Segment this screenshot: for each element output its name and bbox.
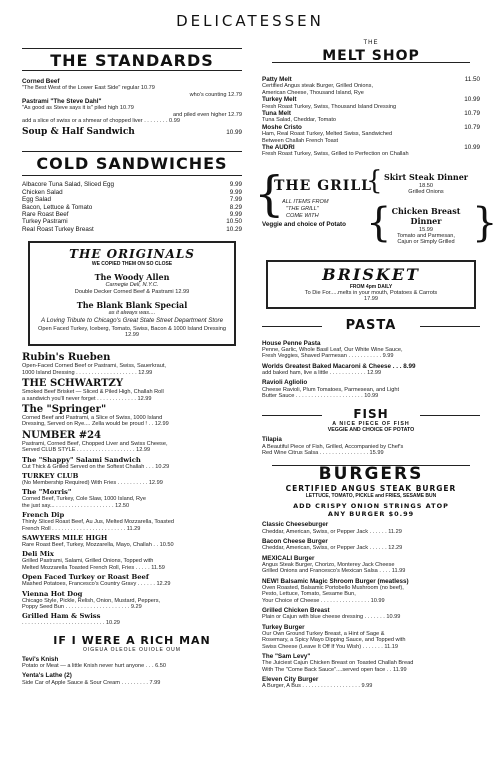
item-price: 10.79	[464, 110, 480, 118]
burger-line: Our Own Ground Turkey Breast, a Hint of Sage &	[262, 630, 385, 637]
burger-name: Turkey Burger	[262, 623, 305, 631]
burger-line: With The "Come Back Sauce"....served open face . . 11.99	[262, 666, 407, 673]
page-title: DELICATESSEN	[176, 12, 324, 30]
cold-row	[22, 226, 242, 233]
burger-line: The Juiciest Cajun Chicken Breast on Toasted Challah Bread	[262, 660, 414, 667]
special-line: the just say... . . . . . . . . . . . . . . . . . . . 12.50	[22, 502, 130, 509]
rule	[22, 175, 242, 176]
burgers-sub1: CERTIFIED ANGUS STEAK BURGER	[285, 484, 457, 494]
burger-line: Rosemary, a Spicy Mayo Dipping Sauce, and Topped with	[262, 637, 406, 644]
brace-open: {	[254, 165, 285, 222]
special-line: Served CLUB STYLE . . . . . . . . . . . . . . . . . . . 12.99	[22, 447, 151, 454]
pasta-heading: PASTA	[345, 317, 397, 333]
melt-row	[262, 124, 480, 131]
item-price: 10.29	[226, 225, 242, 233]
special-line: Thinly Sliced Roast Beef, Au Jus, Melted Mozzarella, Toasted	[22, 519, 174, 526]
item-price: 8.29	[229, 203, 242, 211]
fish-line: Red Wine Citrus Salsa . . . . . . . . . . . . . . . . 15.99	[262, 449, 384, 456]
special-name: Rubin's Rueben	[22, 352, 111, 364]
item-price: 7.99	[229, 196, 242, 204]
fish-header	[262, 407, 480, 433]
melt-heading: MELT SHOP	[322, 48, 420, 64]
pasta-name: Ravioli Agliolio	[262, 379, 308, 387]
special-line: Poppy Seed Bun . . . . . . . . . . . . . . . . . . . . . 9.29	[22, 604, 142, 611]
burger-name: Bacon Cheese Burger	[262, 537, 328, 545]
blank-name: The Blank Blank Special	[76, 300, 188, 311]
grill-l2: "THE GRILL"	[286, 205, 319, 212]
rule	[272, 62, 470, 63]
brace-chick: {	[366, 199, 392, 246]
special-line: a sandwich you'll never forget . . . . . . . . . . . . . 12.99	[22, 395, 152, 402]
rich-sub: OIGEUA OLEOLE OUIOLE OUM	[83, 646, 181, 653]
pasta-line: Fresh Veggies, Shaved Parmesan . . . . . . . . . . . 9.99	[262, 353, 394, 360]
item-sub: who's counting 12.79	[189, 91, 242, 98]
item-name: Albacore Tuna Salad, Sliced Egg	[22, 181, 115, 189]
fish-heading: FISH	[353, 407, 389, 422]
right-column	[254, 40, 498, 690]
special-line: Rare Roast Beef, Turkey, Mozzarella, Mayo, Challah . . 10.50	[22, 542, 174, 548]
cold-row	[22, 218, 242, 225]
fish-name: Tilapia	[262, 436, 282, 444]
melt-row	[262, 144, 480, 151]
burgers-sub2: LETTUCE, TOMATO, PICKLE and FRIES, SESAME BUN	[305, 493, 437, 500]
cold-row	[22, 204, 242, 211]
rule	[262, 415, 322, 416]
item-price: 10.99	[464, 96, 480, 104]
item-line: Fresh Roast Turkey, Swiss, Thousand Island Dressing	[262, 103, 397, 110]
woody-sub: Carnegie Deli, N.Y.C.	[105, 282, 159, 289]
item-name: Pastrami "The Steve Dahl"	[22, 98, 102, 106]
special-line: Corned Beef and Pastrami, a Slice of Swiss, 1000 Island	[22, 414, 163, 421]
burger-line: Swiss Cheese (Leave It Off If You Wish) . . . . . . . 11.19	[262, 643, 398, 650]
chick-desc1: Tomato and Parmesan,	[397, 232, 455, 239]
item-price: 10.79	[464, 123, 480, 131]
item-line: Certified Angus steak Burger, Grilled Onions,	[262, 83, 373, 90]
special-line: Mashed Potatoes, Francesco's Country Gravy . . . . . . 12.29	[22, 581, 171, 588]
burger-name: Eleven City Burger	[262, 676, 319, 684]
item-sub: and piled even higher 12.79	[172, 111, 242, 118]
item-name: Bacon, Lettuce & Tomato	[22, 203, 93, 211]
rule	[420, 415, 480, 416]
special-line: Melted Mozzarella Toasted French Roll, Fries . . . . . 11.59	[22, 564, 165, 571]
burger-line: Plain or Cajun with blue cheese dressing . . . . . . . 10.99	[262, 614, 401, 621]
item-price: 9.99	[229, 211, 242, 219]
special-name: THE SCHWARTZY	[22, 378, 123, 390]
burger-line: Grilled Onions and Francesco's Mexican Salsa . . . . 11.99	[262, 568, 406, 575]
burger-line: Oven Roasted, Balsamic Portobello Mushroom (no beef),	[262, 584, 404, 591]
brisket-heading: BRISKET	[322, 264, 420, 284]
item-price: 10.50	[226, 218, 242, 226]
soup-name: Soup & Half Sandwich	[22, 127, 135, 138]
special-line: Grilled Pastrami, Salami, Grilled Onions, Topped with	[22, 558, 154, 565]
chick-desc2: Cajun or Simply Grilled	[397, 238, 455, 245]
brisket-sub: FROM 4pm DAILY	[349, 283, 393, 290]
grill-l4: Veggie and choice of Potato	[262, 220, 346, 228]
chick-name2: Dinner	[410, 215, 442, 226]
standards-items	[22, 78, 242, 124]
woody-name: The Woody Allen	[94, 272, 170, 283]
item-price: 9.99	[229, 181, 242, 189]
special-name: NUMBER #24	[22, 429, 102, 441]
blank-desc: Open Faced Turkey, Iceberg, Tomato, Swiss, Bacon & 1000 Island Dressing 12.99	[38, 325, 226, 338]
fish-sub2: VEGGIE AND CHOICE OF POTATO	[327, 427, 415, 434]
special-name: TURKEY CLUB	[22, 471, 79, 480]
originals-box	[28, 241, 236, 346]
rich-item-line: Side Car of Apple Sauce & Sour Cream . . . . . . . . . 7.99	[22, 679, 161, 686]
special-line: Smoked Beef Brisket — Sliced & Piled High, Challah Roll	[22, 389, 164, 396]
onion-1: ADD CRISPY ONION STRINGS ATOP	[293, 502, 449, 511]
special-line: (No Membership Required) With Fries . . . . . . . . . . 12.99	[22, 479, 163, 486]
burger-name: Grilled Chicken Breast	[262, 607, 330, 614]
brace-skirt: {	[366, 165, 383, 196]
rich-item-name: Yenta's Lathe (2)	[22, 672, 72, 680]
pasta-name: Worlds Greatest Baked Macaroni & Cheese . . . 8.99	[262, 362, 416, 370]
item-price: 9.99	[229, 188, 242, 196]
item-name: The AUDRI	[262, 144, 295, 152]
melt-header	[262, 40, 480, 76]
cold-row	[22, 211, 242, 218]
grill-heading: THE GRILL	[274, 177, 373, 194]
fish-line: A Beautiful Piece of Fish, Grilled, Accompanied by Chef's	[262, 443, 404, 450]
burger-line: Pesto, Lettuce, Tomato, Sesame Bun,	[262, 591, 356, 598]
burger-line: Your Choice of Cheese . . . . . . . . . . . . . . . . 10.99	[262, 597, 385, 604]
item-price: 11.50	[464, 76, 480, 83]
blank-sub: as it always was....	[108, 310, 156, 317]
special-name: Open Faced Turkey or Roast Beef	[22, 573, 149, 582]
soup-price: 10.99	[226, 129, 242, 137]
special-name: French Dip	[22, 511, 65, 520]
item-name: Corned Beef	[22, 78, 60, 85]
brisket-price: 17.99	[364, 296, 378, 303]
item-name: Rare Roast Beef	[22, 211, 69, 219]
left-column	[22, 40, 242, 686]
item-line: Ham, Real Roast Turkey, Melted Swiss, Sandwiched	[262, 131, 393, 138]
fish-sub1: A NICE PIECE OF FISH	[332, 421, 410, 428]
item-desc: "The Best West of the Lower East Side" regular 10.79	[22, 85, 155, 92]
special-name: Deli Mix	[22, 550, 54, 559]
specials-list	[22, 352, 242, 627]
special-line: . . . . . . . . . . . . . . . . . . . . . . . . . . . 10.29	[22, 620, 120, 627]
special-name: The "Shappy" Salami Sandwich	[22, 455, 141, 464]
special-line: Chicago Style, Pickle, Relish, Onion, Mustard, Peppers,	[22, 597, 161, 604]
rule	[22, 70, 242, 71]
burger-line: Cheddar, American, Swiss, or Pepper Jack . . . . . . 11.29	[262, 528, 402, 535]
item-desc: add a slice of swiss or a shmear of chopped liver . . . . . . . . 0.99	[22, 118, 180, 125]
grill-l3: COME WITH	[286, 212, 319, 219]
skirt-name: Skirt Steak Dinner	[383, 171, 469, 182]
standards-heading: THE STANDARDS	[50, 51, 214, 70]
special-line: 1000 Island Dressing . . . . . . . . . . . . . . . . . . . . 12.99	[22, 369, 153, 376]
melt-row	[262, 76, 480, 83]
pasta-line: Butter Sauce . . . . . . . . . . . . . . . . . . . . . . 10.99	[262, 392, 379, 399]
item-name: Turkey Pastrami	[22, 218, 68, 226]
burger-line: Cheddar, American, Swiss, or Pepper Jack . . . . . . 12.29	[262, 545, 403, 552]
originals-heading: THE ORIGINALS	[69, 247, 195, 262]
rich-item-name: Tevi's Knish	[22, 655, 59, 663]
onion-2: ANY BURGER $0.99	[327, 510, 415, 519]
burger-name: Classic Cheeseburger	[262, 521, 329, 529]
brisket-desc: To Die For.....melts in your mouth, Potatoes & Carrots	[304, 289, 438, 296]
pasta-name: House Penne Pasta	[262, 339, 321, 347]
item-price: 10.99	[464, 144, 480, 152]
cold-row	[22, 196, 242, 203]
onion-box	[282, 502, 460, 518]
skirt-price: 18.50	[419, 182, 433, 189]
special-line: Corned Beef, Turkey, Cole Slaw, 1000 Island, Rye	[22, 496, 146, 503]
item-name: Moshe Cristo	[262, 123, 302, 131]
item-name: Patty Melt	[262, 76, 292, 83]
special-name: SAWYERS MILE HIGH	[22, 534, 108, 542]
melt-row	[262, 110, 480, 117]
special-line: Cut Thick & Grilled Served on the Softest Challah . . . 10.29	[22, 463, 170, 470]
special-name: Grilled Ham & Swiss	[22, 612, 101, 621]
item-line: American Cheese, Thousand Island, Rye	[262, 89, 364, 96]
burgers-header	[262, 464, 480, 499]
pasta-line: add baked ham, live a little . . . . . . . . . . . . 12.99	[262, 369, 382, 376]
rich-item-line: Potato or Meat — a little Knish never hurt anyone . . . 6.50	[22, 663, 166, 670]
pasta-line: Cheese Ravioli, Plum Tomatoes, Parmesean, and Light	[262, 386, 400, 393]
item-name: Chicken Salad	[22, 188, 63, 196]
burger-name: NEW! Balsamic Magic Shroom Burger (meatless)	[262, 577, 409, 585]
special-line: Open-Faced Corned Beef or Pastrami, Swiss, Sauerkraut,	[22, 363, 166, 370]
burger-name: The "Sam Levy"	[262, 653, 311, 661]
melt-row	[262, 96, 480, 103]
rule	[22, 151, 242, 152]
special-name: The "Morris"	[22, 488, 72, 497]
pasta-header	[262, 315, 480, 337]
grill-section	[254, 165, 498, 258]
item-line: Fresh Roast Turkey, Swiss, Grilled to Perfection on Challah	[262, 151, 409, 158]
soup-row	[22, 126, 242, 139]
burgers-heading: BURGERS	[318, 464, 424, 485]
chick-price: 15.99	[419, 226, 433, 233]
chick-name1: Chicken Breast	[391, 205, 461, 216]
burger-line: Angus Steak Burger, Chorizo, Monterey Jack Cheese	[262, 561, 395, 568]
rule	[22, 48, 242, 49]
rich-heading: IF I WERE A RICH MAN	[53, 633, 211, 647]
pasta-line: Penne, Garlic, Whole Basil Leaf, Our White Wine Sauce,	[262, 346, 403, 353]
standards-header	[22, 40, 242, 74]
grill-l1: ALL ITEMS FROM	[282, 198, 329, 205]
cold-row	[22, 189, 242, 196]
melt-the: THE	[363, 40, 379, 46]
rule	[272, 465, 470, 466]
item-line: Between Challah French Toast	[262, 137, 339, 144]
cold-items	[22, 181, 242, 233]
brisket-box	[266, 260, 476, 309]
skirt-desc: Grilled Onions	[408, 188, 444, 195]
woody-desc: Double Decker Corned Beef & Pastrami 12.99	[74, 288, 190, 295]
cold-row	[22, 181, 242, 188]
item-name: Egg Salad	[22, 196, 52, 204]
item-name: Turkey Melt	[262, 96, 297, 104]
special-name: The "Springer"	[22, 403, 107, 415]
item-name: Real Roast Turkey Breast	[22, 225, 94, 233]
special-name: Vienna Hot Dog	[22, 589, 83, 598]
special-line: Dressing, Served on Rye.... Zella would be proud ! . . 12.99	[22, 421, 169, 428]
special-line: French Roll . . . . . . . . . . . . . . . . . . . . . . . . 11.29	[22, 525, 141, 532]
blank-tribute: A Loving Tribute to Chicago's Great State Street Department Store	[40, 316, 224, 324]
burger-line: A Burger, A Bus . . . . . . . . . . . . . . . . . . . 9.99	[262, 683, 373, 690]
item-desc: "As good as Steve says it is" piled high 10.79	[22, 105, 134, 112]
item-name: Tuna Melt	[262, 110, 291, 118]
originals-sub: WE COPIED THEM ON SO CLOSE	[91, 261, 173, 268]
burger-name: MEXICALI Burger	[262, 554, 315, 562]
cold-heading: COLD SANDWICHES	[36, 154, 228, 174]
special-line: Pastrami, Corned Beef, Chopped Liver and Swiss Cheese,	[22, 440, 168, 447]
item-line: Tuna Salad, Cheddar, Tomato	[262, 117, 337, 124]
brace-chick-close: }	[472, 199, 498, 246]
cold-header	[22, 145, 242, 179]
rich-header	[22, 634, 242, 653]
